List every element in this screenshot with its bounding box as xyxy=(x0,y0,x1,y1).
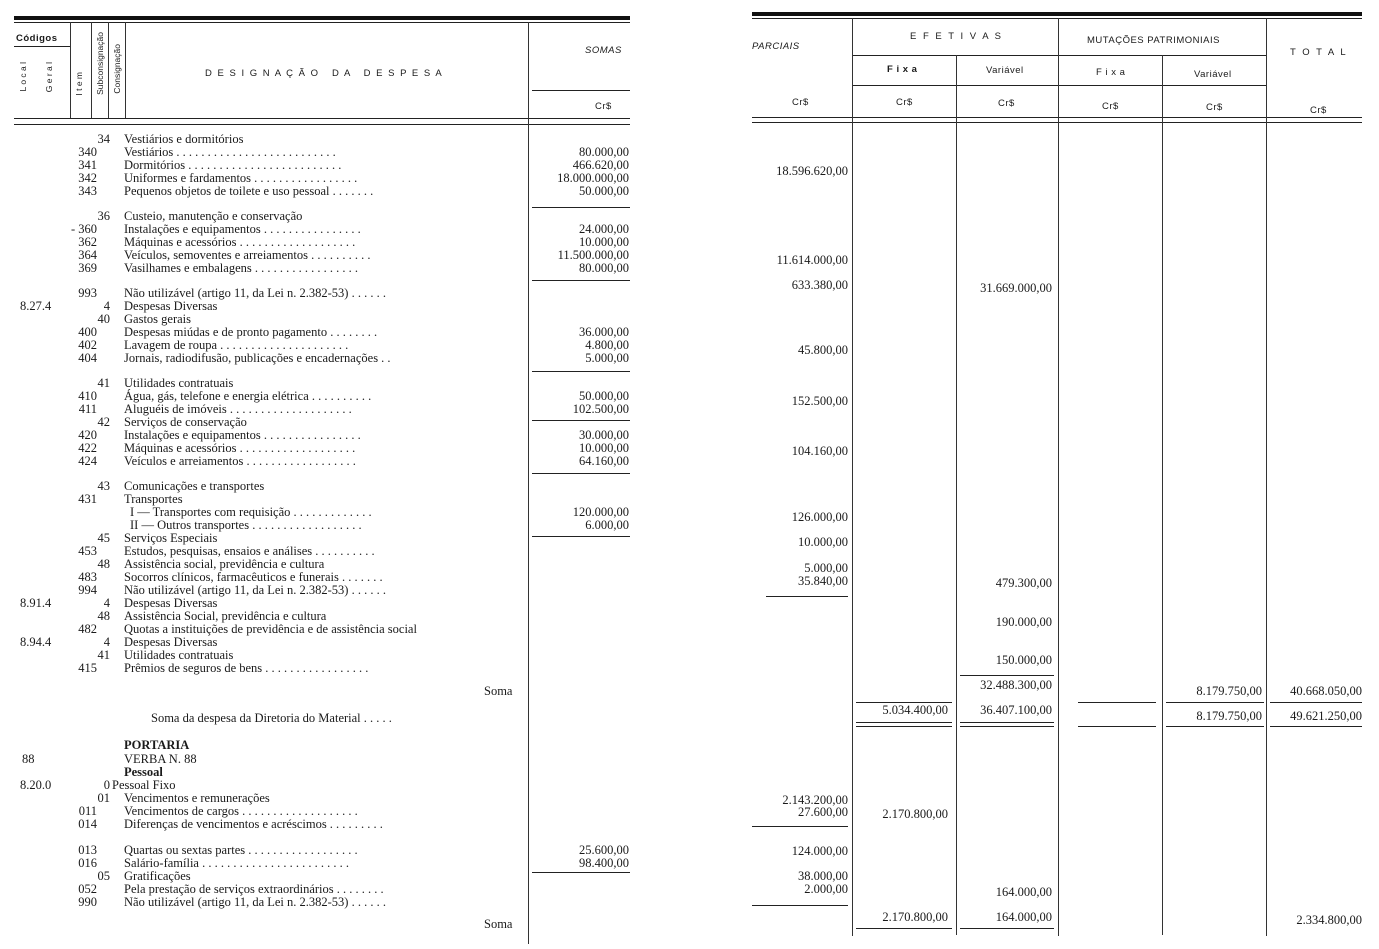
row-local-code: 8.91.4 xyxy=(20,596,52,610)
row-description: Transportes xyxy=(124,492,183,506)
row-code: 342 xyxy=(78,171,97,185)
parcial-value: 2.000,00 xyxy=(804,882,848,896)
parciais-currency: Cr$ xyxy=(792,97,809,108)
parcial-value: 27.600,00 xyxy=(798,805,848,819)
col-local-label: L o c a l xyxy=(18,62,28,92)
row-code: 415 xyxy=(78,661,97,675)
row-code: 343 xyxy=(78,184,97,198)
row-soma: 5.000,00 xyxy=(585,351,629,365)
row-code: 41 xyxy=(97,376,110,390)
row-description: Vestiários e dormitórios xyxy=(124,132,244,146)
row-soma: 11.500.000,00 xyxy=(557,248,629,262)
row-code: 4 xyxy=(103,596,110,610)
right-col-divider xyxy=(1058,18,1059,936)
row-description: Lavagem de roupa . . . . . . . . . . . . . . . . . . . . . xyxy=(124,338,349,352)
left-top-rule-2 xyxy=(14,22,630,23)
parcial-value: 152.500,00 xyxy=(791,394,848,408)
left-col-divider xyxy=(70,22,71,118)
row-code: 994 xyxy=(78,583,97,597)
mut-fixa-header: F i x a xyxy=(1096,67,1126,78)
left-header-bottom-rule xyxy=(14,118,630,119)
right-header-bottom-rule xyxy=(752,117,1362,118)
row-description: II — Outros transportes . . . . . . . . . . . . . . . . . . xyxy=(130,518,362,532)
right-header-rule xyxy=(853,55,1266,56)
row-description: Água, gás, telefone e energia elétrica . . . . . . . . . . xyxy=(124,389,372,403)
row-soma: 25.600,00 xyxy=(579,843,629,857)
mut-variavel-header: Variável xyxy=(1194,69,1232,80)
row-soma: 98.400,00 xyxy=(579,856,629,870)
row-description: Instalações e equipamentos . . . . . . . . . . . . . . . . xyxy=(124,428,361,442)
parcial-value: 104.160,00 xyxy=(791,444,848,458)
parcial-value: 5.000,00 xyxy=(804,561,848,575)
row-code: 48 xyxy=(97,557,110,571)
row-description: Gastos gerais xyxy=(124,312,191,326)
row-description: Gratificações xyxy=(124,869,191,883)
col-item-label: I t e m xyxy=(74,72,84,96)
parcial-value: 18.596.620,00 xyxy=(776,164,848,178)
total-currency: Cr$ xyxy=(1310,105,1327,116)
row-code: 362 xyxy=(78,235,97,249)
row-description: Veículos e arreiamentos . . . . . . . . . . . . . . . . . . xyxy=(124,454,356,468)
total-header: T O T A L xyxy=(1290,47,1348,58)
fixa-header: F i x a xyxy=(887,64,918,75)
row-code: 4 xyxy=(103,635,110,649)
row-soma: 102.500,00 xyxy=(572,402,629,416)
row-soma: 50.000,00 xyxy=(579,184,629,198)
row-soma: 466.620,00 xyxy=(572,158,629,172)
row-local-code: 8.94.4 xyxy=(20,635,52,649)
row-description: Jornais, radiodifusão, publicações e encadernações . . xyxy=(124,351,391,365)
fixa-value: 5.034.400,00 xyxy=(882,703,948,717)
verba-label: VERBA N. 88 xyxy=(124,752,197,766)
portaria-soma-label: Soma xyxy=(484,917,513,931)
total-rule xyxy=(1270,702,1362,703)
row-soma: 6.000,00 xyxy=(585,518,629,532)
mut-variavel-value: 8.179.750,00 xyxy=(1196,709,1262,723)
row-local-code: 8.20.0 xyxy=(20,778,52,792)
row-description: Despesas Diversas xyxy=(124,635,218,649)
variavel-value: 164.000,00 xyxy=(995,885,1052,899)
row-description: Despesas miúdas e de pronto pagamento . . . . . . . . xyxy=(124,325,378,339)
group-rule xyxy=(532,420,630,421)
parcial-rule xyxy=(766,596,848,597)
row-description: Custeio, manutenção e conservação xyxy=(124,209,303,223)
row-code: 34 xyxy=(97,132,110,146)
row-code: 453 xyxy=(78,544,97,558)
group-rule xyxy=(532,280,630,281)
variavel-rule xyxy=(960,675,1054,676)
mut-rule xyxy=(1078,726,1156,727)
variavel-value: 479.300,00 xyxy=(995,576,1052,590)
mut-variavel-currency: Cr$ xyxy=(1206,102,1223,113)
row-local-code: 8.27.4 xyxy=(20,299,52,313)
row-code: 990 xyxy=(78,895,97,909)
variavel-header: Variável xyxy=(986,65,1024,76)
codigos-label: Códigos xyxy=(16,33,58,44)
row-code: 404 xyxy=(78,351,97,365)
row-description: Salário-família . . . . . . . . . . . . . . . . . . . . . . . . xyxy=(124,856,349,870)
group-rule xyxy=(532,536,630,537)
row-soma: 18.000.000,00 xyxy=(557,171,629,185)
row-description: Instalações e equipamentos . . . . . . . . . . . . . . . . xyxy=(124,222,361,236)
fixa-currency: Cr$ xyxy=(896,97,913,108)
row-code: 0 xyxy=(103,778,110,792)
row-code: 45 xyxy=(97,531,110,545)
group-rule xyxy=(532,371,630,372)
row-code: 052 xyxy=(78,882,97,896)
row-description: Despesas Diversas xyxy=(124,596,218,610)
row-code: 43 xyxy=(97,479,110,493)
row-soma: 4.800,00 xyxy=(585,338,629,352)
left-header-bottom-rule-2 xyxy=(14,124,630,125)
col-subconsignacao-label: Subconsignação xyxy=(95,32,105,95)
row-description: Utilidades contratuais xyxy=(124,648,234,662)
mut-rule xyxy=(1166,702,1264,703)
row-description: Comunicações e transportes xyxy=(124,479,265,493)
row-soma: 30.000,00 xyxy=(579,428,629,442)
variavel-value: 32.488.300,00 xyxy=(980,678,1052,692)
row-code: 01 xyxy=(97,791,110,805)
total-rule xyxy=(1270,726,1362,727)
row-code: 400 xyxy=(78,325,97,339)
codigos-rule xyxy=(14,46,70,47)
variavel-value: 150.000,00 xyxy=(995,653,1052,667)
row-code: 420 xyxy=(78,428,97,442)
parcial-value: 633.380,00 xyxy=(791,278,848,292)
row-soma: 50.000,00 xyxy=(579,389,629,403)
fixa-rule xyxy=(856,928,952,929)
row-code: 482 xyxy=(78,622,97,636)
row-soma: 10.000,00 xyxy=(579,441,629,455)
total-value: 2.334.800,00 xyxy=(1296,913,1362,927)
parcial-value: 38.000,00 xyxy=(798,869,848,883)
row-description: Diferenças de vencimentos e acréscimos . . . . . . . . . xyxy=(124,817,383,831)
variavel-value: 190.000,00 xyxy=(995,615,1052,629)
row-description: Máquinas e acessórios . . . . . . . . . . . . . . . . . . . xyxy=(124,441,356,455)
row-description: Vasilhames e embalagens . . . . . . . . . . . . . . . . . xyxy=(124,261,358,275)
row-soma: 24.000,00 xyxy=(579,222,629,236)
row-code: 424 xyxy=(78,454,97,468)
group-rule xyxy=(532,207,630,208)
row-description: Uniformes e fardamentos . . . . . . . . . . . . . . . . . xyxy=(124,171,358,185)
row-code: 05 xyxy=(97,869,110,883)
row-description: Serviços Especiais xyxy=(124,531,218,545)
row-description: Máquinas e acessórios . . . . . . . . . . . . . . . . . . . xyxy=(124,235,356,249)
somas-currency: Cr$ xyxy=(595,101,612,112)
parcial-value: 35.840,00 xyxy=(798,574,848,588)
parcial-rule xyxy=(752,905,848,906)
row-description: Pequenos objetos de toilete e uso pessoal . . . . . . . xyxy=(124,184,374,198)
row-description: Utilidades contratuais xyxy=(124,376,234,390)
row-code: 410 xyxy=(78,389,97,403)
left-top-rule xyxy=(14,16,630,20)
row-code: 011 xyxy=(78,804,97,818)
mut-rule xyxy=(1078,702,1156,703)
row-description: Vencimentos e remunerações xyxy=(124,791,270,805)
variavel-value: 36.407.100,00 xyxy=(980,703,1052,717)
row-description: Não utilizável (artigo 11, da Lei n. 2.382-53) . . . . . . xyxy=(124,895,386,909)
row-description: Quotas a instituições de previdência e de assistência social xyxy=(124,622,417,636)
total-value: 40.668.050,00 xyxy=(1290,684,1362,698)
total-value: 49.621.250,00 xyxy=(1290,709,1362,723)
row-code: 364 xyxy=(78,248,97,262)
fixa-value: 2.170.800,00 xyxy=(882,807,948,821)
somas-rule xyxy=(532,90,630,91)
mutacoes-header: MUTAÇÕES PATRIMONIAIS xyxy=(1087,35,1220,46)
group-rule xyxy=(532,473,630,474)
variavel-value: 31.669.000,00 xyxy=(980,281,1052,295)
fixa-rule xyxy=(856,722,952,723)
row-code: 411 xyxy=(78,402,97,416)
row-soma: 120.000,00 xyxy=(572,505,629,519)
variavel-rule xyxy=(960,726,1054,727)
row-code: 42 xyxy=(97,415,110,429)
col-consignacao-label: Consignação xyxy=(112,44,122,94)
row-code: 402 xyxy=(78,338,97,352)
parcial-value: 126.000,00 xyxy=(791,510,848,524)
row-description: Vencimentos de cargos . . . . . . . . . . . . . . . . . . . xyxy=(124,804,358,818)
efetivas-header: E F E T I V A S xyxy=(910,31,1004,42)
row-description: Despesas Diversas xyxy=(124,299,218,313)
row-description: Não utilizável (artigo 11, da Lei n. 2.382-53) . . . . . . xyxy=(124,583,386,597)
left-col-divider xyxy=(91,22,92,118)
row-soma: 80.000,00 xyxy=(579,261,629,275)
somas-col-divider xyxy=(528,22,529,944)
left-col-divider xyxy=(125,22,126,118)
row-description: Pessoal Fixo xyxy=(112,778,176,792)
mut-variavel-value: 8.179.750,00 xyxy=(1196,684,1262,698)
parcial-value: 45.800,00 xyxy=(798,343,848,357)
mut-fixa-currency: Cr$ xyxy=(1102,101,1119,112)
row-soma: 64.160,00 xyxy=(579,454,629,468)
right-col-divider xyxy=(1162,55,1163,935)
mut-rule xyxy=(1166,726,1264,727)
row-description: Assistência Social, previdência e cultura xyxy=(124,609,327,623)
row-code: 431 xyxy=(78,492,97,506)
row-code: - 360 xyxy=(70,222,97,236)
parcial-value: 11.614.000,00 xyxy=(776,253,848,267)
parciais-header: PARCIAIS xyxy=(752,41,800,52)
row-description: I — Transportes com requisição . . . . . . . . . . . . . xyxy=(130,505,372,519)
parcial-value: 2.143.200,00 xyxy=(782,793,848,807)
verba-code: 88 xyxy=(22,752,35,766)
row-code: 341 xyxy=(78,158,97,172)
somas-header: SOMAS xyxy=(585,45,622,56)
parcial-rule xyxy=(752,826,848,827)
parcial-value: 124.000,00 xyxy=(791,844,848,858)
row-soma: 10.000,00 xyxy=(579,235,629,249)
row-description: Quartas ou sextas partes . . . . . . . . . . . . . . . . . . xyxy=(124,843,358,857)
right-col-divider xyxy=(956,55,957,935)
row-description: Serviços de conservação xyxy=(124,415,247,429)
row-code: 993 xyxy=(78,286,97,300)
row-soma: 36.000,00 xyxy=(579,325,629,339)
row-description: Dormitórios . . . . . . . . . . . . . . . . . . . . . . . . . xyxy=(124,158,342,172)
row-code: 40 xyxy=(97,312,110,326)
row-code: 48 xyxy=(97,609,110,623)
variavel-value: 164.000,00 xyxy=(995,910,1052,924)
soma-diretoria-label: Soma da despesa da Diretoria do Material . . . . . xyxy=(151,711,392,725)
pessoal-label: Pessoal xyxy=(124,765,163,779)
row-code: 014 xyxy=(78,817,97,831)
fixa-rule xyxy=(856,726,952,727)
soma-label: Soma xyxy=(484,684,513,698)
row-description: Pela prestação de serviços extraordinários . . . . . . . . xyxy=(124,882,384,896)
row-description: Veículos, semoventes e arreiamentos . . . . . . . . . . xyxy=(124,248,371,262)
right-top-rule-2 xyxy=(752,18,1362,19)
row-code: 41 xyxy=(97,648,110,662)
right-col-divider xyxy=(1266,18,1267,936)
row-code: 340 xyxy=(78,145,97,159)
variavel-currency: Cr$ xyxy=(998,98,1015,109)
row-soma: 80.000,00 xyxy=(579,145,629,159)
left-col-divider xyxy=(108,22,109,118)
row-description: Estudos, pesquisas, ensaios e análises . . . . . . . . . . xyxy=(124,544,375,558)
fixa-value: 2.170.800,00 xyxy=(882,910,948,924)
variavel-rule xyxy=(960,928,1054,929)
row-description: Prêmios de seguros de bens . . . . . . . . . . . . . . . . . xyxy=(124,661,369,675)
row-description: Assistência social, previdência e cultura xyxy=(124,557,325,571)
portaria-title: PORTARIA xyxy=(124,738,190,752)
row-code: 369 xyxy=(78,261,97,275)
right-header-bottom-rule-2 xyxy=(752,122,1362,123)
row-description: Não utilizável (artigo 11, da Lei n. 2.382-53) . . . . . . xyxy=(124,286,386,300)
row-description: Socorros clínicos, farmacêuticos e funerais . . . . . . . xyxy=(124,570,383,584)
row-description: Aluguéis de imóveis . . . . . . . . . . . . . . . . . . . . xyxy=(124,402,352,416)
row-description: Vestiários . . . . . . . . . . . . . . . . . . . . . . . . . . xyxy=(124,145,336,159)
variavel-rule xyxy=(960,722,1054,723)
col-geral-label: G e r a l xyxy=(44,62,54,93)
row-code: 422 xyxy=(78,441,97,455)
group-rule xyxy=(532,872,630,873)
right-header-rule xyxy=(853,85,1266,86)
parcial-value: 10.000,00 xyxy=(798,535,848,549)
row-code: 483 xyxy=(78,570,97,584)
row-code: 016 xyxy=(78,856,97,870)
row-code: 36 xyxy=(97,209,110,223)
row-code: 4 xyxy=(103,299,110,313)
row-code: 013 xyxy=(78,843,97,857)
designacao-header: D E S I G N A Ç Ã O D A D E S P E S A xyxy=(205,68,444,79)
right-col-divider xyxy=(852,18,853,936)
right-top-rule xyxy=(752,12,1362,16)
